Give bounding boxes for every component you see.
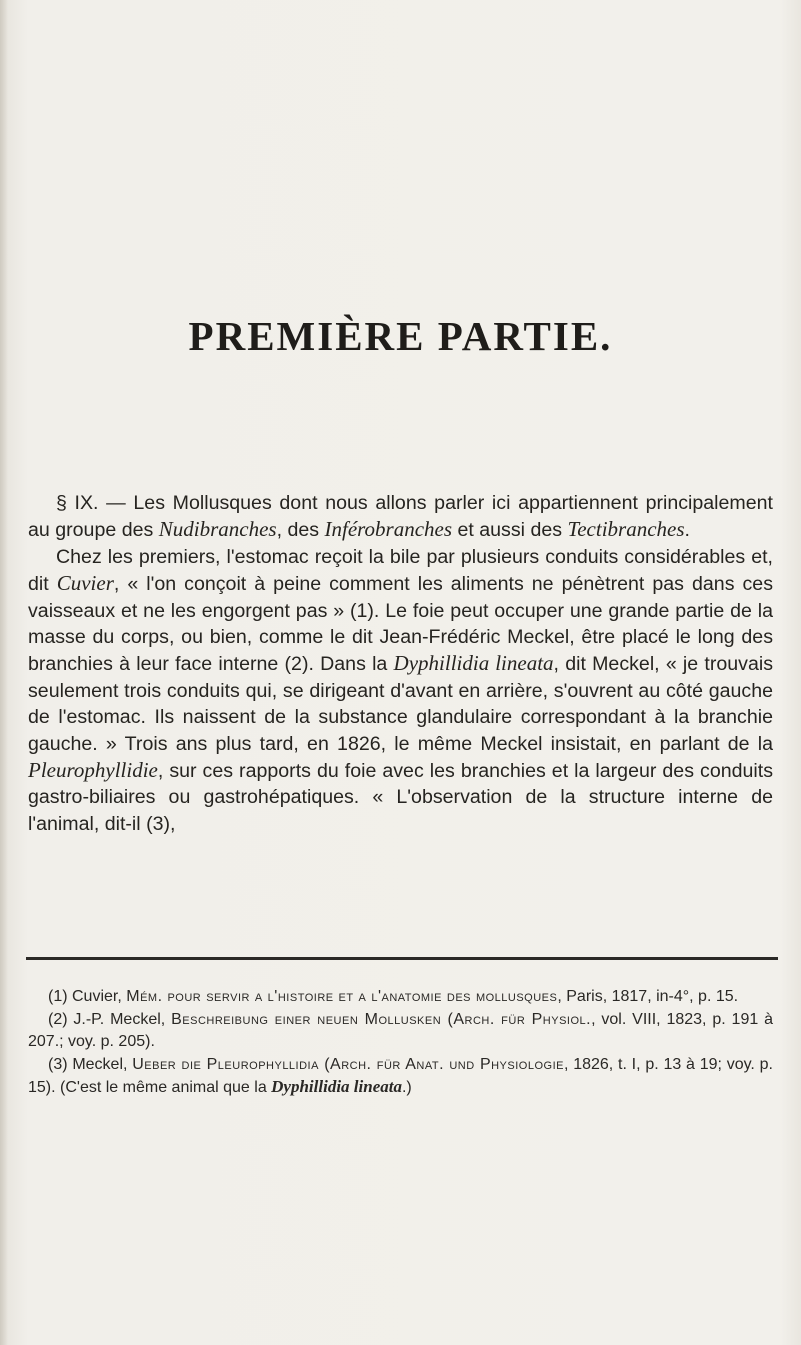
taxon-nudibranches: Nudibranches [158, 517, 277, 542]
taxon-inferobranches: Inférobranches [324, 517, 453, 542]
text-run: .) [401, 1079, 412, 1096]
taxon-dyphillidia: Dyphillidia lineata [271, 1077, 402, 1096]
text-run: . [684, 519, 690, 542]
text-run: , « l'on conçoit à peine comment les aliments ne pénètrent pas dans ces vaisseaux et ne les engorgent pas » (1). Le foie peut occuper une grande partie de la masse du corps, ou bien, comme le dit Jean-Frédéric Meckel, être placé le long des branchies à leur face interne (2). Dans la [28, 573, 773, 676]
text-run: Chez les premiers, l'estomac reçoit la bile par plusieurs conduits considérables et, dit [28, 545, 773, 596]
author-cuvier: Cuvier [56, 571, 114, 596]
paragraph-section-ix [28, 490, 773, 544]
footnote-divider [26, 957, 778, 960]
text-run: , dit Meckel, « je trouvais seulement trois conduits qui, se dirigeant d'avant en arrière, s'ouvrent au côté gauche de l'estomac. Ils naissent de la substance glandulaire correspondant à la branchie gauche. » Trois ans plus tard, en 1826, le même Meckel insistait, en parlant de la [28, 653, 773, 755]
text-run: et aussi des [452, 519, 568, 542]
citation-title: Ueber die Pleurophyllidia (Arch. für Anat. und Physiologie [132, 1055, 564, 1073]
footnote-3 [28, 1054, 773, 1100]
text-run: , des [276, 519, 325, 542]
text-run: , vol. VIII, 1823, p. 191 à 207.; voy. p. 205). [28, 1010, 774, 1050]
text-run: § IX. — Les Mollusques dont nous allons parler ici appartiennent principalement au groupe des [28, 492, 773, 542]
taxon-dyphillidia: Dyphillidia lineata [393, 651, 554, 676]
text-run: (3) Meckel, [48, 1055, 133, 1073]
paragraph-liver [28, 544, 773, 837]
text-run: (2) J.-P. Meckel, [48, 1010, 172, 1028]
text-run: (1) Cuvier, [48, 988, 127, 1005]
footnote-2 [28, 1009, 773, 1054]
taxon-pleurophyllidie: Pleurophyllidie [28, 758, 158, 783]
page-binding-shadow [0, 0, 8, 1345]
footnote-1 [28, 986, 773, 1009]
taxon-tectibranches: Tectibranches [567, 517, 685, 542]
footnotes [28, 986, 773, 1100]
page-title: PREMIÈRE PARTIE. [188, 313, 613, 359]
text-run: , Paris, 1817, in-4°, p. 15. [557, 988, 739, 1005]
text-run: , 1826, t. I, p. 13 à 19; voy. p. 15). (C'est le même animal que la [28, 1055, 773, 1096]
citation-title: Beschreibung einer neuen Mollusken (Arch. für Physiol. [171, 1010, 592, 1028]
main-text [28, 490, 773, 837]
citation-title: Mém. pour servir a l'histoire et a l'anatomie des mollusques [126, 988, 558, 1005]
text-run: , sur ces rapports du foie avec les branchies et la largeur des conduits gastro-biliaires ou gastrohépatiques. « L'observation de la structure interne de l'animal, dit-il (3), [28, 760, 773, 835]
